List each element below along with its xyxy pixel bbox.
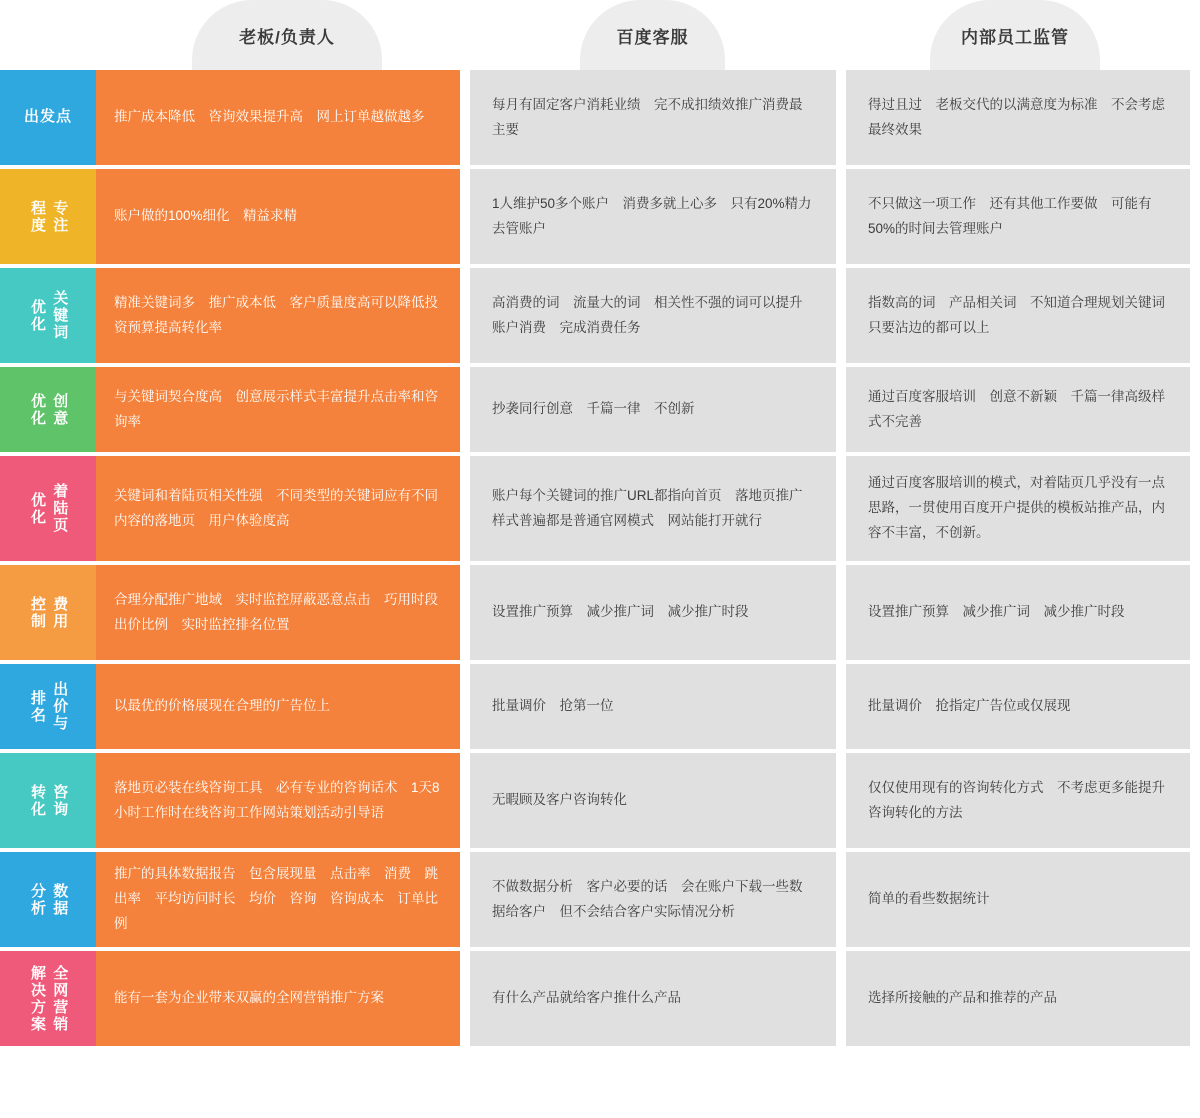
cell-baidu-3 xyxy=(470,367,836,452)
cell-staff-text-4: 通过百度客服培训的模式，对着陆页几乎没有一点思路，一贯使用百度开户提供的模板站推产品，内容不丰富，不创新。 xyxy=(868,475,1165,540)
row-label-part-b-3: 优化 xyxy=(29,392,46,427)
cell-staff-text-0: 得过且过 老板交代的以满意度为标准 不会考虑最终效果 xyxy=(868,96,1165,137)
row-label-4 xyxy=(0,456,96,561)
cell-boss-text-2: 精准关键词多 推广成本低 客户质量度高可以降低投资预算提高转化率 xyxy=(114,294,438,335)
cell-staff-8 xyxy=(846,852,1190,947)
row-label-text-0: 出发点 xyxy=(23,108,72,126)
row-label-text-1 xyxy=(27,200,70,234)
cell-boss-text-8: 推广的具体数据报告 包含展现量 点击率 消费 跳出率 平均访问时长 均价 咨询 咨询成本 订单比例 xyxy=(114,866,438,931)
table-row xyxy=(0,951,1200,1046)
table-row xyxy=(0,367,1200,452)
cell-boss-6 xyxy=(96,664,460,749)
cell-staff-2 xyxy=(846,268,1190,363)
cell-boss-0 xyxy=(96,70,460,165)
row-label-text-6 xyxy=(27,681,70,732)
row-label-1 xyxy=(0,169,96,264)
row-label-9 xyxy=(0,951,96,1046)
table-row xyxy=(0,70,1200,165)
cell-baidu-5 xyxy=(470,565,836,660)
row-label-part-a-9: 全网营销 xyxy=(51,964,69,1033)
table-row xyxy=(0,456,1200,561)
table-row xyxy=(0,565,1200,660)
cell-baidu-text-4: 账户每个关键词的推广URL都指向首页 落地页推广样式普遍都是普通官网模式 网站能打开就行 xyxy=(492,487,803,528)
tab-internal-staff[interactable] xyxy=(930,0,1100,70)
row-label-text-8 xyxy=(27,883,70,917)
comparison-grid xyxy=(0,70,1200,1046)
row-label-8 xyxy=(0,852,96,947)
row-label-5 xyxy=(0,565,96,660)
cell-baidu-text-8: 不做数据分析 客户必要的话 会在账户下载一些数据给客户 但不会结合客户实际情况分析 xyxy=(492,878,803,919)
row-label-part-a-8: 数据 xyxy=(51,882,69,917)
row-label-part-b-8: 分析 xyxy=(29,882,46,917)
cell-boss-text-1: 账户做的100%细化 精益求精 xyxy=(114,208,298,224)
cell-baidu-text-3: 抄袭同行创意 千篇一律 不创新 xyxy=(492,401,695,417)
cell-staff-text-8: 简单的看些数据统计 xyxy=(868,891,990,907)
cell-boss-2 xyxy=(96,268,460,363)
tab-internal-staff-label: 内部员工监管 xyxy=(961,27,1069,47)
row-label-text-3 xyxy=(27,393,70,427)
cell-baidu-1 xyxy=(470,169,836,264)
cell-boss-text-0: 推广成本降低 咨询效果提升高 网上订单越做越多 xyxy=(114,109,425,125)
cell-baidu-text-5: 设置推广预算 减少推广词 减少推广时段 xyxy=(492,604,749,620)
cell-baidu-6 xyxy=(470,664,836,749)
cell-staff-text-1: 不只做这一项工作 还有其他工作要做 可能有50%的时间去管理账户 xyxy=(868,195,1152,236)
cell-boss-text-4: 关键词和着陆页相关性强 不同类型的关键词应有不同内容的落地页 用户体验度高 xyxy=(114,487,438,528)
cell-boss-text-6: 以最优的价格展现在合理的广告位上 xyxy=(114,698,330,714)
cell-boss-3 xyxy=(96,367,460,452)
row-label-part-a-1: 专注 xyxy=(51,199,69,234)
cell-baidu-2 xyxy=(470,268,836,363)
row-label-part-a-3: 创意 xyxy=(51,392,69,427)
cell-staff-text-7: 仅仅使用现有的咨询转化方式 不考虑更多能提升咨询转化的方法 xyxy=(868,779,1165,820)
cell-boss-text-3: 与关键词契合度高 创意展示样式丰富提升点击率和咨询率 xyxy=(114,388,438,429)
tab-baidu-service[interactable] xyxy=(580,0,725,70)
row-label-part-a-2: 关键词 xyxy=(51,290,69,341)
cell-boss-7 xyxy=(96,753,460,848)
row-label-7 xyxy=(0,753,96,848)
cell-boss-text-7: 落地页必装在线咨询工具 必有专业的咨询话术 1天8小时工作时在线咨询工作网站策划活动引导语 xyxy=(114,779,440,820)
cell-boss-9 xyxy=(96,951,460,1046)
cell-baidu-text-2: 高消费的词 流量大的词 相关性不强的词可以提升账户消费 完成消费任务 xyxy=(492,294,803,335)
row-label-2 xyxy=(0,268,96,363)
row-label-3 xyxy=(0,367,96,452)
table-row xyxy=(0,753,1200,848)
cell-staff-5 xyxy=(846,565,1190,660)
row-label-text-2 xyxy=(27,290,70,341)
row-label-6 xyxy=(0,664,96,749)
cell-staff-text-6: 批量调价 抢指定广告位或仅展现 xyxy=(868,698,1071,714)
row-label-part-b-9: 解决方案 xyxy=(29,964,46,1033)
row-label-part-b-1: 程度 xyxy=(29,199,46,234)
cell-staff-0 xyxy=(846,70,1190,165)
tab-baidu-service-label: 百度客服 xyxy=(616,27,689,47)
table-row xyxy=(0,852,1200,947)
tab-boss-label: 老板/负责人 xyxy=(239,27,335,47)
cell-baidu-9 xyxy=(470,951,836,1046)
cell-staff-text-2: 指数高的词 产品相关词 不知道合理规划关键词 只要沾边的都可以上 xyxy=(868,294,1179,335)
cell-baidu-7 xyxy=(470,753,836,848)
row-label-part-a-7: 咨询 xyxy=(51,783,69,818)
row-label-0 xyxy=(0,70,96,165)
cell-boss-5 xyxy=(96,565,460,660)
cell-staff-9 xyxy=(846,951,1190,1046)
cell-baidu-4 xyxy=(470,456,836,561)
row-label-text-7 xyxy=(27,784,70,818)
table-row xyxy=(0,169,1200,264)
cell-staff-text-9: 选择所接触的产品和推荐的产品 xyxy=(868,990,1057,1006)
cell-staff-text-5: 设置推广预算 减少推广词 减少推广时段 xyxy=(868,604,1125,620)
cell-boss-text-9: 能有一套为企业带来双赢的全网营销推广方案 xyxy=(114,990,384,1006)
cell-boss-4 xyxy=(96,456,460,561)
row-label-part-a-6: 出价与 xyxy=(51,681,69,732)
row-label-text-4 xyxy=(27,483,70,534)
cell-baidu-text-9: 有什么产品就给客户推什么产品 xyxy=(492,990,681,1006)
row-label-part-b-2: 优化 xyxy=(29,298,46,333)
cell-staff-6 xyxy=(846,664,1190,749)
cell-staff-4 xyxy=(846,456,1190,561)
row-label-part-b-4: 优化 xyxy=(29,491,46,526)
cell-baidu-8 xyxy=(470,852,836,947)
cell-baidu-text-7: 无暇顾及客户咨询转化 xyxy=(492,792,627,808)
table-row xyxy=(0,664,1200,749)
row-label-text-5 xyxy=(27,596,70,630)
row-label-part-b-5: 控制 xyxy=(29,595,46,630)
cell-staff-1 xyxy=(846,169,1190,264)
row-label-part-a-4: 着陆页 xyxy=(51,483,69,534)
cell-baidu-text-6: 批量调价 抢第一位 xyxy=(492,698,614,714)
row-label-part-a-5: 费用 xyxy=(51,595,69,630)
cell-boss-text-5: 合理分配推广地域 实时监控屏蔽恶意点击 巧用时段出价比例 实时监控排名位置 xyxy=(114,591,438,632)
tab-boss[interactable] xyxy=(192,0,382,70)
cell-baidu-text-0: 每月有固定客户消耗业绩 完不成扣绩效推广消费最主要 xyxy=(492,96,803,137)
header-tabs xyxy=(0,0,1200,70)
row-label-text-9 xyxy=(27,965,70,1033)
table-row xyxy=(0,268,1200,363)
cell-baidu-0 xyxy=(470,70,836,165)
row-label-part-b-6: 排名 xyxy=(29,689,46,724)
cell-boss-8 xyxy=(96,852,460,947)
cell-staff-text-3: 通过百度客服培训 创意不新颖 千篇一律高级样式不完善 xyxy=(868,388,1165,429)
cell-staff-7 xyxy=(846,753,1190,848)
cell-boss-1 xyxy=(96,169,460,264)
cell-staff-3 xyxy=(846,367,1190,452)
row-label-part-b-7: 转化 xyxy=(29,783,46,818)
cell-baidu-text-1: 1人维护50多个账户 消费多就上心多 只有20%精力去管账户 xyxy=(492,195,812,236)
